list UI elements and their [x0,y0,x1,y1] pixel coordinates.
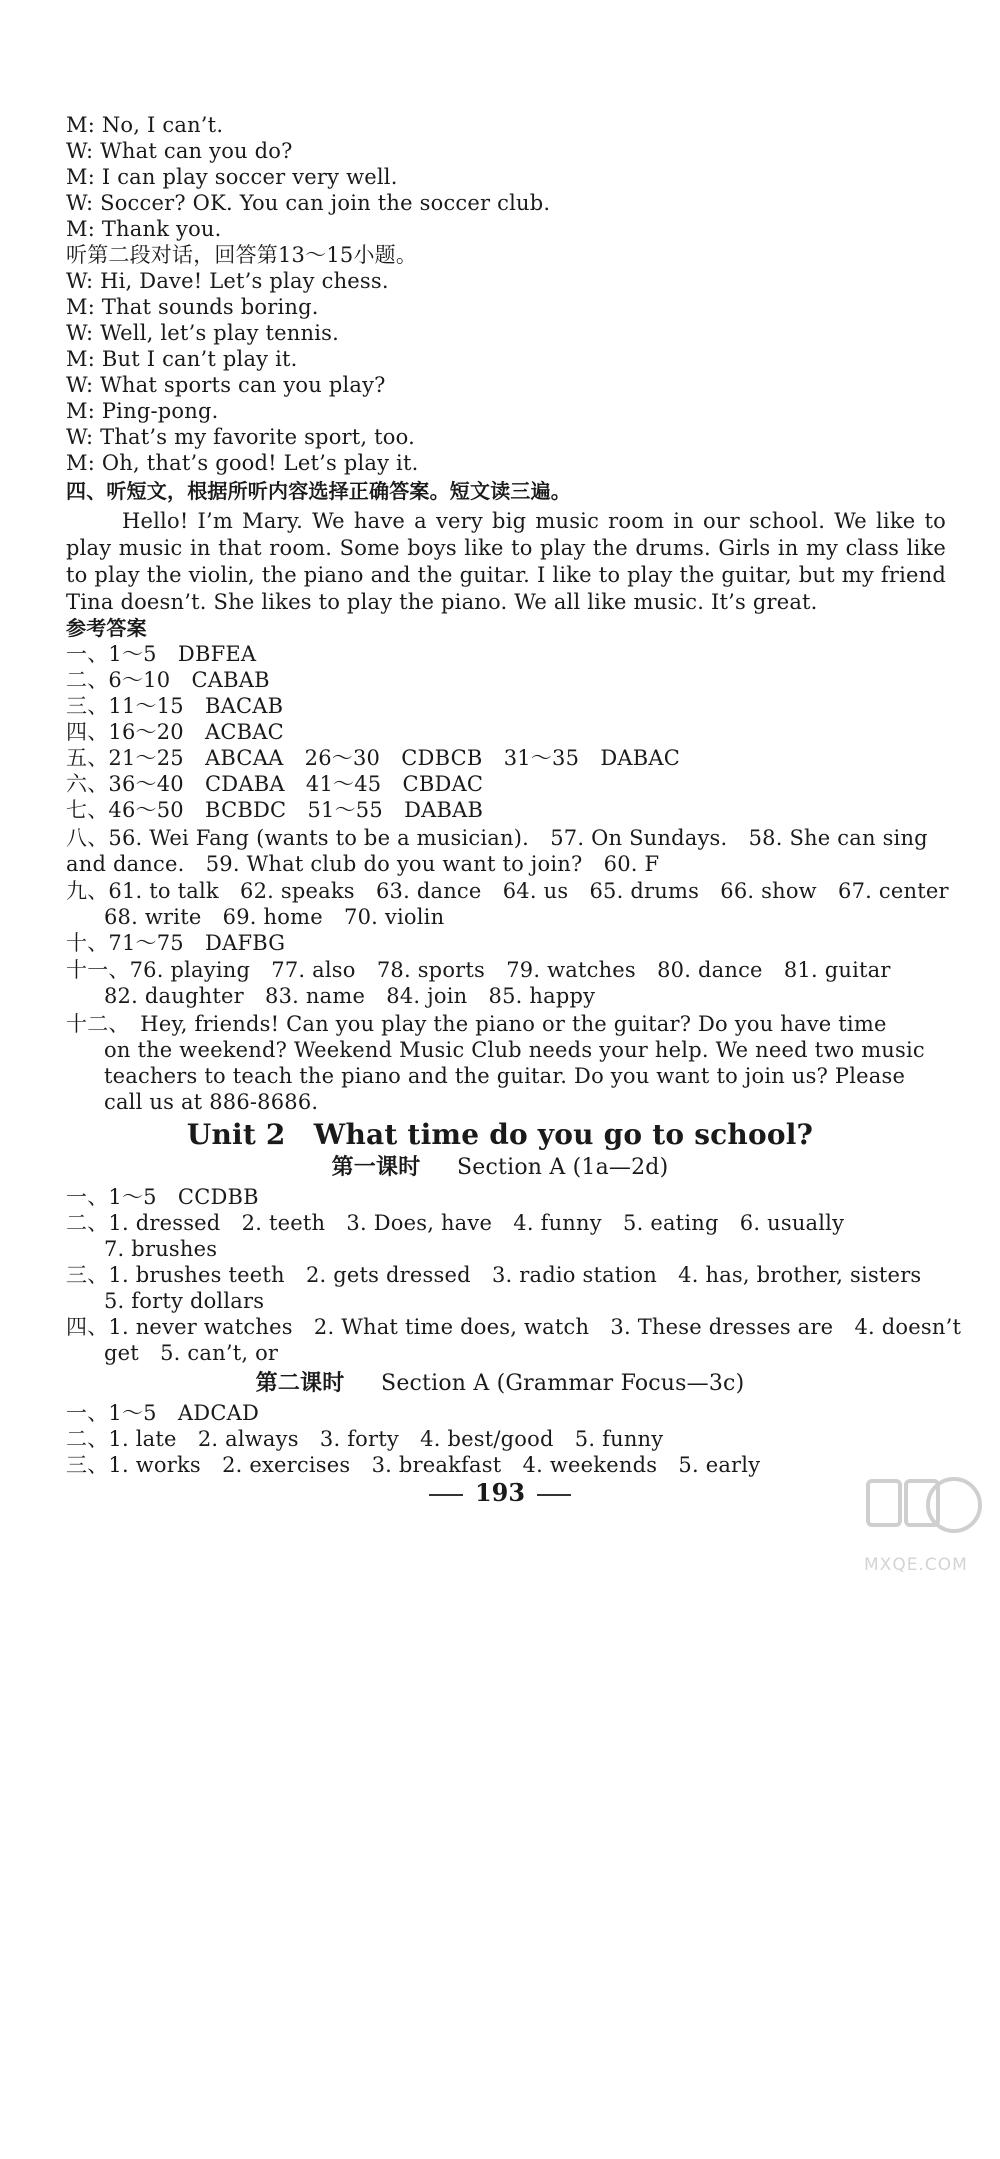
answer-line: 一、1～5 CCDBB [66,1185,259,1209]
answer-line: 四、16～20 ACBAC [66,720,284,744]
lesson1-title-zh: 第一课时 [331,1155,421,1180]
answer-line: 七、46～50 BCBDC 51～55 DABAB [66,798,484,822]
answer-line: 68. write 69. home 70. violin [104,905,445,929]
dialogue-line: M: Ping-pong. [66,399,219,423]
answer-line: 一、1～5 ADCAD [66,1401,259,1425]
answer-line: 二、6～10 CABAB [66,668,270,692]
passage-line: Hello! I’m Mary. We have a very big music room in our school. We like to [122,509,946,533]
answer-line: 二、1. dressed 2. teeth 3. Does, have 4. funny 5. eating 6. usually [66,1211,845,1235]
answer-line: 十一、76. playing 77. also 78. sports 79. watches 80. dance 81. guitar [66,958,891,982]
answer-line: teachers to teach the piano and the guitar. Do you want to join us? Please [104,1064,906,1088]
lesson1-title-en: Section A (1a—2d) [457,1155,669,1180]
passage-heading: 四、听短文，根据所听内容选择正确答案。短文读三遍。 [66,479,571,503]
answer-line: 三、1. works 2. exercises 3. breakfast 4. weekends 5. early [66,1453,761,1477]
dialogue-line: M: No, I can’t. [66,113,224,137]
dialogue2-heading: 听第二段对话，回答第13～15小题。 [66,243,418,267]
lesson2-title [0,1370,1000,1398]
answer-line: 八、56. Wei Fang (wants to be a musician). 57. On Sundays. 58. She can sing [66,826,928,850]
answer-line: get 5. can’t, or [104,1341,279,1365]
watermark-icon [862,1465,982,1545]
dialogue-line: W: What sports can you play? [66,373,386,397]
dialogue-line: W: That’s my favorite sport, too. [66,425,415,449]
answer-line: 五、21～25 ABCAA 26～30 CDBCB 31～35 DABAC [66,746,681,770]
lesson2-title-zh: 第二课时 [255,1371,345,1396]
page-number-text: 193 [474,1478,526,1507]
answer-line: 7. brushes [104,1237,218,1261]
answer-line: 三、11～15 BACAB [66,694,284,718]
answer-line: 三、1. brushes teeth 2. gets dressed 3. radio station 4. has, brother, sisters [66,1263,922,1287]
dialogue-line: W: Hi, Dave! Let’s play chess. [66,269,389,293]
passage-line: Tina doesn’t. She likes to play the piano. We all like music. It’s great. [66,590,818,614]
page-dash-left [429,1494,463,1496]
answer-line: call us at 886-8686. [104,1090,319,1114]
page-dash-right [537,1494,571,1496]
dialogue-line: W: What can you do? [66,139,293,163]
watermark-url: MXQE.COM [864,1555,968,1575]
watermark-logo [862,1465,982,1575]
answer-line: 82. daughter 83. name 84. join 85. happy [104,984,596,1008]
dialogue-line: W: Well, let’s play tennis. [66,321,340,345]
lesson1-title [0,1154,1000,1182]
answer-line: and dance. 59. What club do you want to join? 60. F [66,852,660,876]
dialogue-line: M: Oh, that’s good! Let’s play it. [66,451,419,475]
page-number [0,1478,1000,1507]
answer-line: 六、36～40 CDABA 41～45 CBDAC [66,772,484,796]
dialogue-line: M: I can play soccer very well. [66,165,398,189]
dialogue-line: M: Thank you. [66,217,222,241]
passage-line: to play the violin, the piano and the guitar. I like to play the guitar, but my friend [66,563,946,587]
answer-line: 九、61. to talk 62. speaks 63. dance 64. us 65. drums 66. show 67. center [66,879,949,903]
answer-line: on the weekend? Weekend Music Club needs your help. We need two music [104,1038,925,1062]
answer-line: 十、71～75 DAFBG [66,931,286,955]
answers-heading: 参考答案 [66,616,147,640]
dialogue-line: M: But I can’t play it. [66,347,298,371]
answer-line: 5. forty dollars [104,1289,265,1313]
answer-line: 十二、 Hey, friends! Can you play the piano or the guitar? Do you have time [66,1012,887,1036]
lesson2-title-en: Section A (Grammar Focus—3c) [381,1371,745,1396]
dialogue-line: M: That sounds boring. [66,295,319,319]
unit-title: Unit 2 What time do you go to school? [186,1118,814,1151]
answer-line: 一、1～5 DBFEA [66,642,257,666]
answer-line: 二、1. late 2. always 3. forty 4. best/good 5. funny [66,1427,664,1451]
answer-line: 四、1. never watches 2. What time does, watch 3. These dresses are 4. doesn’t [66,1315,962,1339]
dialogue-line: W: Soccer? OK. You can join the soccer club. [66,191,551,215]
passage-line: play music in that room. Some boys like to play the drums. Girls in my class like [66,536,946,560]
